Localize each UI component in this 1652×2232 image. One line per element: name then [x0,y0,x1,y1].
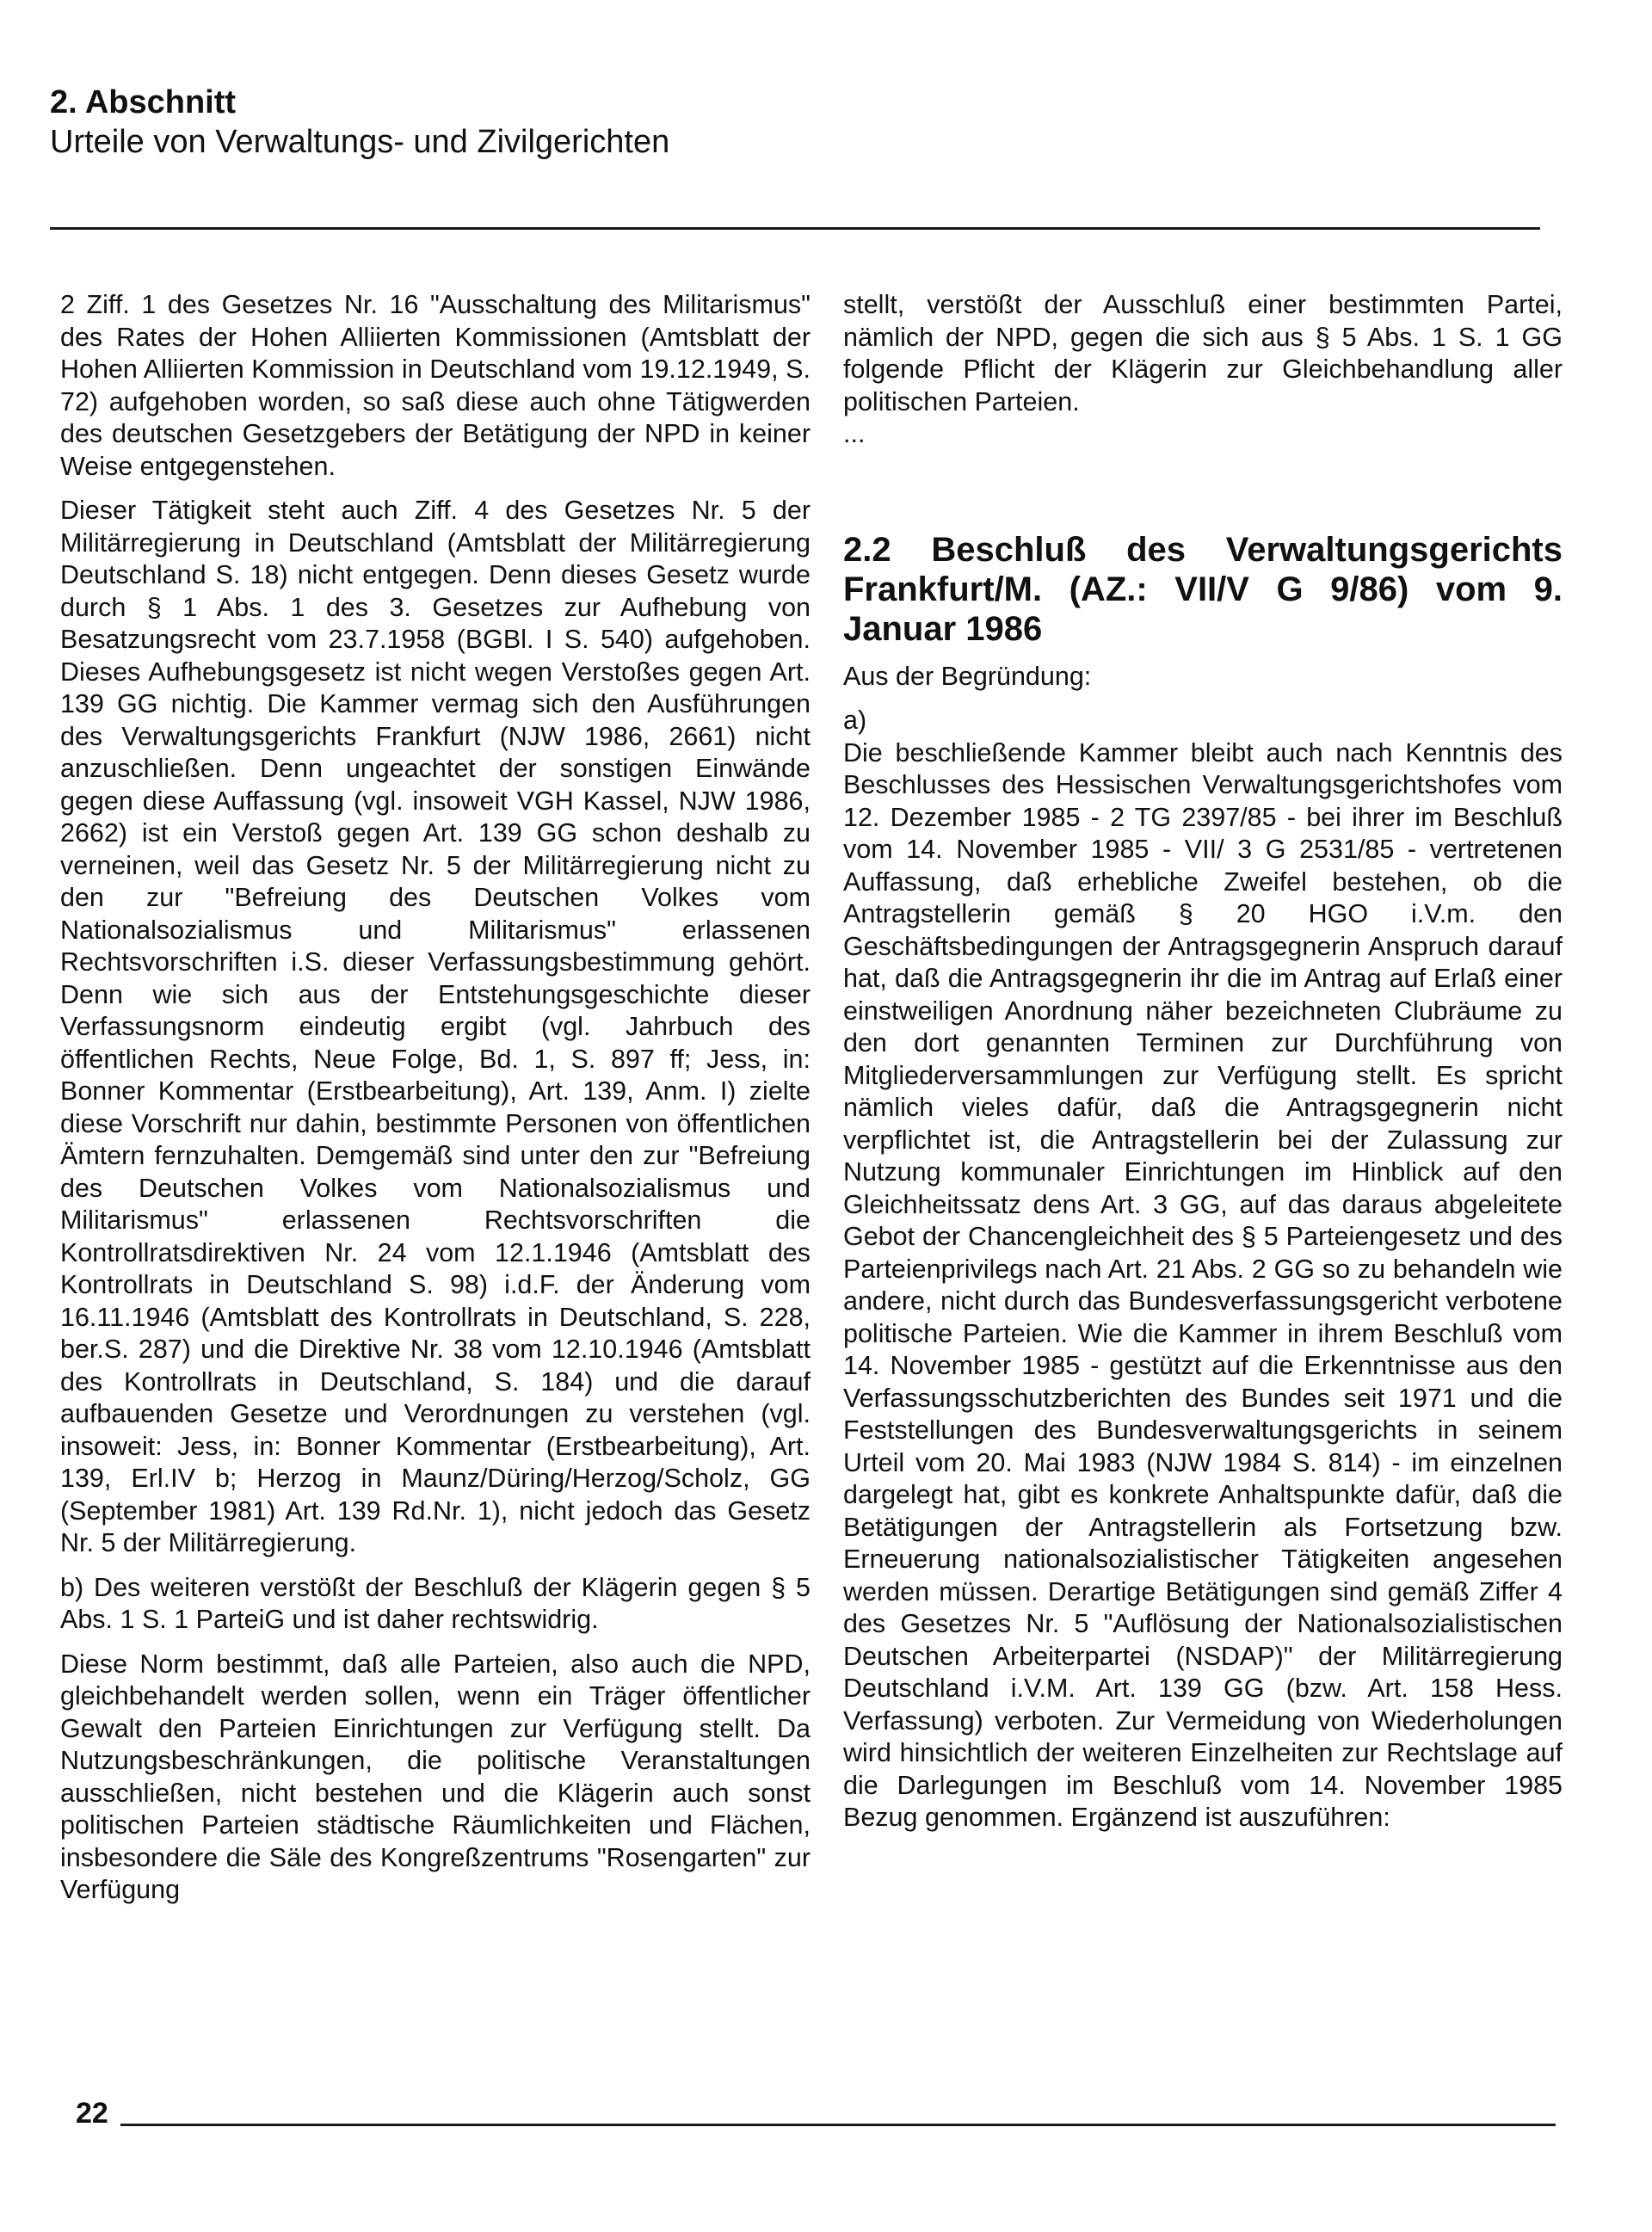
subsection-heading: 2.2 Beschluß des Verwaltungsgerichts Frankfurt/M. (AZ.: VII/V G 9/86) vom 9. Januar 1986 [843,530,1563,648]
paragraph: Die beschließende Kammer bleibt auch nach Kenntnis des Beschlusses des Hessischen Verwaltungsgerichtshofes vom 12. Dezember 1985 - 2 TG 2397/85 - bei ihrer im Beschluß vom 14. November 1985 - VII/ 3 G 2531/85 - vertretenen Auffassung, daß erhebliche Zweifel bestehen, ob die Antragstellerin gemäß § 20 HGO i.V.m. den Geschäftsbedingungen der Antragsgegnerin Anspruch darauf hat, daß die Antragsgegnerin ihr die im Antrag auf Erlaß einer einstweiligen Anordnung näher bezeichneten Clubräume zu den dort genannten Terminen zur Durchführung von Mitgliederversammlungen zur Verfügung stellt. Es spricht nämlich vieles dafür, daß die Antragsgegnerin nicht verpflichtet ist, die Antragstellerin bei der Zulassung zur Nutzung kommunaler Einrichtungen im Hinblick auf den Gleichheitssatz dens Art. 3 GG, auf das daraus abgeleitete Gebot der Chancengleichheit des § 5 Parteiengesetz und des Parteienprivilegs nach Art. 21 Abs. 2 GG so zu behandeln wie andere, nicht durch das Bundesverfassungsgericht verbotene politische Parteien. Wie die Kammer in ihrem Beschluß vom 14. November 1985 - gestützt auf die Erkenntnisse aus den Verfassungsschutzberichten des Bundes seit 1971 und die Feststellungen des Bundesverwaltungsgerichts in seinem Urteil vom 20. Mai 1983 (NJW 1984 S. 814) - im einzelnen dargelegt hat, gibt es konkrete Anhaltspunkte dafür, daß die Betätigungen der Antragstellerin als Fortsetzung bzw. Erneuerung nationalsozialistischer Tätigkeiten angesehen werden müssen. Derartige Betätigungen sind gemäß Ziffer 4 des Gesetzes Nr. 5 "Auflösung der Nationalsozialistischen Deutschen Arbeiterpartei (NSDAP)" der Militärregierung Deutschland i.V.M. Art. 139 GG (bzw. Art. 158 Hess. Verfassung) verboten. Zur Vermeidung von Wiederholungen wird hinsichtlich der weiteren Einzelheiten zur Rechtslage auf die Darlegungen im Beschluß vom 14. November 1985 Bezug genommen. Ergänzend ist auszuführen: [843,737,1563,1832]
section-subtitle: Urteile von Verwaltungs- und Zivilgerichten [50,124,670,160]
item-label: a) [843,706,867,735]
intro-text: Aus der Begründung: [843,661,1092,691]
footer-rule [120,2124,1556,2126]
paragraph: b) Des weiteren verstößt der Beschluß der Klägerin gegen § 5 Abs. 1 S. 1 ParteiG und ist daher rechtswidrig. [60,1572,811,1634]
spacer [843,451,1563,530]
header-rule [50,227,1540,230]
paragraph: Dieser Tätigkeit steht auch Ziff. 4 des Gesetzes Nr. 5 der Militärregierung in Deutschland (Amtsblatt der Militärregierung Deutschland S. 18) nicht entgegen. Denn dieses Gesetz wurde durch § 1 Abs. 1 des 3. Gesetzes zur Aufhebung von Besatzungsrecht vom 23.7.1958 (BGBl. I S. 540) aufgehoben. Dieses Aufhebungsgesetz ist nicht wegen Verstoßes gegen Art. 139 GG nichtig. Die Kammer vermag sich den Ausführungen des Verwaltungsgerichts Frankfurt (NJW 1986, 2661) nicht anzuschließen. Denn ungeachtet der sonstigen Einwände gegen diese Auffassung (vgl. insoweit VGH Kassel, NJW 1986, 2662) ist ein Verstoß gegen Art. 139 GG schon deshalb zu verneinen, weil das Gesetz Nr. 5 der Militärregierung nicht zu den zur "Befreiung des Deutschen Volkes vom Nationalsozialismus und Militarismus" erlassenen Rechtsvorschriften i.S. dieser Verfassungsbestimmung gehört. Denn wie sich aus der Entstehungsgeschichte dieser Verfassungsnorm eindeutig ergibt (vgl. Jahrbuch des öffentlichen Rechts, Neue Folge, Bd. 1, S. 897 ff; Jess, in: Bonner Kommentar (Erstbearbeitung), Art. 139, Anm. I) zielte diese Vorschrift nur dahin, bestimmte Personen von öffentlichen Ämtern fernzuhalten. Demgemäß sind unter den zur "Befreiung des Deutschen Volkes vom Nationalsozialismus und Militarismus" erlassenen Rechtsvorschriften die Kontrollratsdirektiven Nr. 24 vom 12.1.1946 (Amtsblatt des Kontrollrats in Deutschland S. 98) i.d.F. der Änderung vom 16.11.1946 (Amtsblatt des Kontrollrats in Deutschland, S. 228, ber.S. 287) und die Direktive Nr. 38 vom 12.10.1946 (Amtsblatt des Kontrollrats in Deutschland, S. 184) und die darauf aufbauenden Gesetze und Verordnungen zu verstehen (vgl. insoweit: Jess, in: Bonner Kommentar (Erstbearbeitung), Art. 139, Erl.IV b; Herzog in Maunz/Düring/Herzog/Scholz, GG (September 1981) Art. 139 Rd.Nr. 1), nicht jedoch das Gesetz Nr. 5 der Militärregierung. [60,496,811,1557]
paragraph: 2 Ziff. 1 des Gesetzes Nr. 16 "Ausschaltung des Militarismus" des Rates der Hohen Alliierten Kommissionen (Amtsblatt der Hohen Alliierten Kommission in Deutschland vom 19.12.1949, S. 72) aufgehoben worden, so saß diese auch ohne Tätigwerden des deutschen Gesetzgebers der Betätigung der NPD in keiner Weise entgegenstehen. [60,290,811,481]
page-number: 22 [76,2097,108,2130]
paragraph-continuation: stellt, verstößt der Ausschluß einer bestimmten Partei, nämlich der NPD, gegen die sich aus § 5 Abs. 1 S. 1 GG folgende Pflicht der Klägerin zur Gleichbehandlung aller politischen Parteien. [843,290,1563,416]
left-column [60,289,811,1919]
paragraph: Diese Norm bestimmt, daß alle Parteien, also auch die NPD, gleichbehandelt werden sollen, wenn ein Träger öffentlicher Gewalt den Parteien Einrichtungen zur Verfügung stellt. Da Nutzungsbeschränkungen, die politische Veranstaltungen ausschließen, nicht bestehen und die Klägerin auch sonst politischen Parteien städtische Räumlichkeiten und Flächen, insbesondere die Säle des Kongreßzentrums "Rosengarten" zur Verfügung [60,1649,811,1904]
ellipsis: ... [843,419,866,448]
section-label: 2. Abschnitt [50,84,237,120]
page-header [50,83,1564,162]
right-column [843,289,1563,1847]
